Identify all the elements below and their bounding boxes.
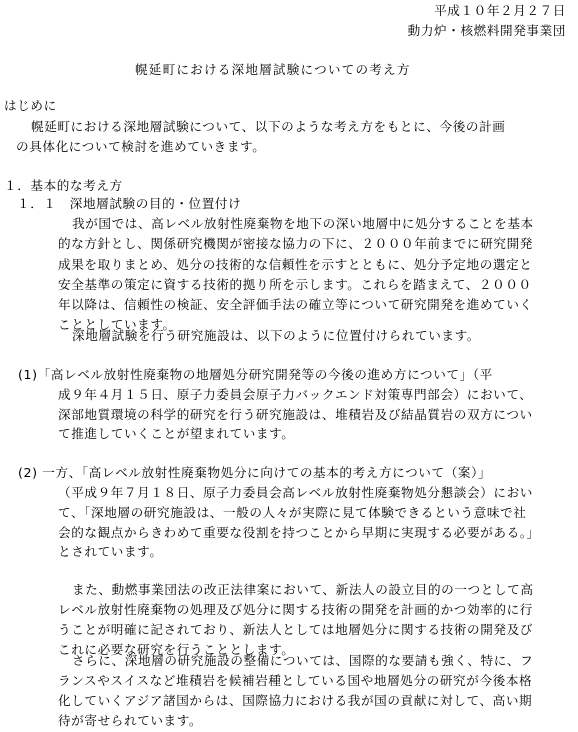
paragraph-line: こととしています。 [58,317,176,332]
document-title: 幌延町における深地層試験についての考え方 [135,62,411,77]
paragraph-line: これに必要な研究を行うこととします。 [58,642,295,657]
section-heading: １．基本的な考え方 [4,178,123,193]
paragraph-line: 待が寄せられています。 [58,713,203,728]
list-item-line: (1)「高レベル放射性廃棄物の地層処分研究開発等の今後の進め方について」（平 [18,367,493,382]
paragraph-line: ランスやスイスなど堆積岩を候補岩種としている国や地層処分の研究が今後本格 [58,673,533,688]
intro-line: の具体化について検討を進めていきます。 [16,139,266,154]
document-date: 平成１０年２月２７日 [434,3,566,18]
list-item-line: 会的な観点からきわめて重要な役割を持つことから早期に実現する必要がある。」 [58,525,540,540]
paragraph-line: うことが明確に記されており、新法人としては地層処分に関する技術の開発及び [58,622,533,637]
paragraph-line: 化していくアジア諸国からは、国際協力における我が国の貢献に対して、高い期 [58,693,533,708]
paragraph-line: さらに、深地層の研究施設の整備については、国際的な要請も強く、特に、フ [72,653,534,668]
paragraph-line: 成果を取りまとめ、処分の技術的な信頼性を示すとともに、処分予定地の選定と [58,257,533,272]
list-item-line: (2) 一方、「高レベル放射性廃棄物処分に向けての基本的考え方について（案）」 [18,465,492,480]
list-item-line: て推進していくことが望まれています。 [58,426,295,441]
list-item-line: （平成９年７月１８日、原子力委員会高レベル放射性廃棄物処分懇談会）におい [58,485,533,500]
list-item-line: 成９年４月１５日、原子力委員会原子力バックエンド対策専門部会）において、 [58,387,533,402]
subsection-heading: １．１ 深地層試験の目的・位置付け [17,196,242,211]
paragraph-line: また、動燃事業団法の改正法律案において、新法人の設立目的の一つとして高 [72,582,534,597]
paragraph-line: レベル放射性廃棄物の処理及び処分に関する技術の開発を計画的かつ効率的に行 [58,602,533,617]
paragraph-line: 深地層試験を行う研究施設は、以下のように位置付けられています。 [72,328,480,343]
issuing-organization: 動力炉・核燃料開発事業団 [407,23,566,38]
intro-heading: はじめに [4,98,57,113]
list-item-line: て、「深地層の研究施設は、一般の人々が実際に見て体験できるという意味で社 [58,505,527,520]
list-item-line: 深部地質環境の科学的研究を行う研究施設は、堆積岩及び結晶質岩の双方につい [58,407,533,422]
intro-line: 幌延町における深地層試験について、以下のような考え方をもとに、今後の計画 [31,119,506,134]
list-item-line: とされています。 [58,544,163,559]
paragraph-line: 我が国では、高レベル放射性廃棄物を地下の深い地層中に処分することを基本 [72,216,534,231]
paragraph-line: 安全基準の策定に資する技術的拠り所を示します。これらを踏まえて、２０００ [58,277,532,292]
paragraph-line: 年以降は、信頼性の検証、安全評価手法の確立等について研究開発を進めていく [58,297,533,312]
paragraph-line: 的な方針とし、関係研究機関が密接な協力の下に、２０００年前までに研究開発 [58,236,533,251]
